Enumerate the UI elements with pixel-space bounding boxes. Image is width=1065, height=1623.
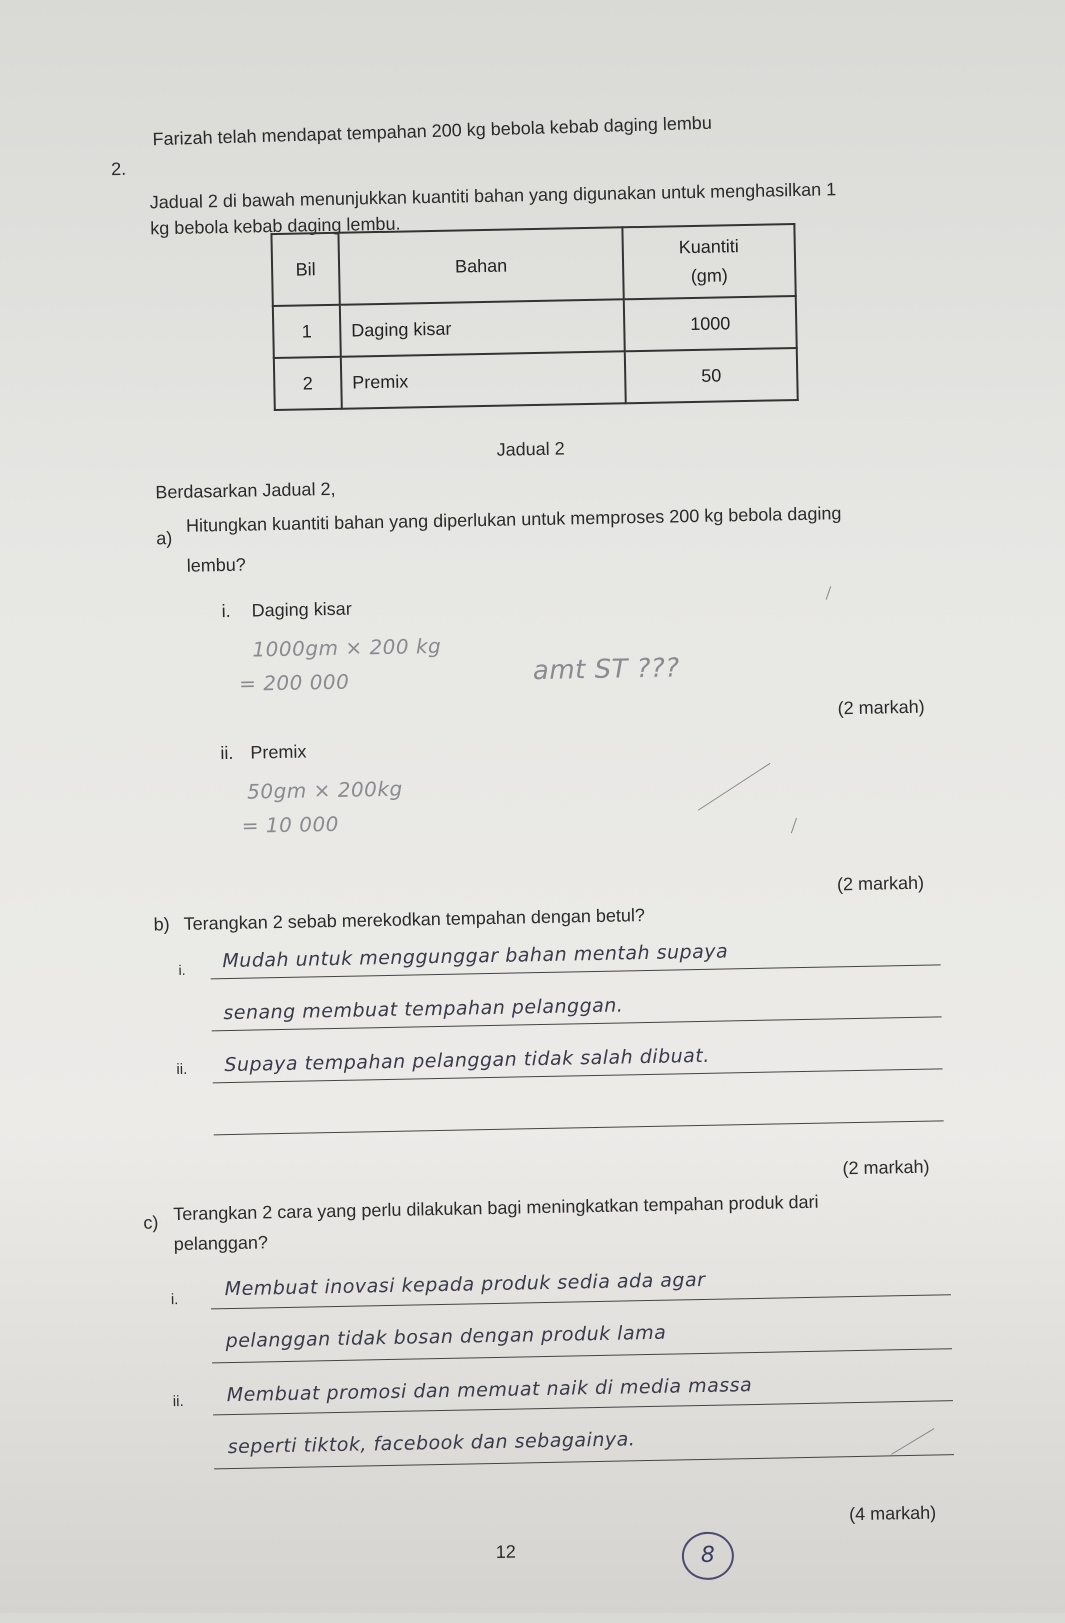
ingredients-table xyxy=(270,223,798,411)
answer-b-i-line1: Mudah untuk menggunggar bahan mentah supaya xyxy=(222,940,729,973)
header-bahan: Bahan xyxy=(338,227,623,304)
row2-bahan: Premix xyxy=(341,351,626,408)
answer-c-ii-line1: Membuat promosi dan memuat naik di media massa xyxy=(226,1374,753,1407)
part-c-question-line2: pelanggan? xyxy=(173,1232,269,1255)
answer-a-i-line2: = 200 000 xyxy=(238,669,350,696)
question-line-2: Jadual 2 di bawah menunjukkan kuantiti bahan yang digunakan untuk menghasilkan 1 xyxy=(149,179,837,213)
part-c-ii-label: ii. xyxy=(172,1392,184,1411)
answer-a-ii-line1: 50gm × 200kg xyxy=(246,776,403,804)
answer-line xyxy=(212,1348,952,1363)
answer-b-i-line2: senang membuat tempahan pelanggan. xyxy=(223,994,624,1025)
part-a-question-line2: lembu? xyxy=(186,554,247,576)
intro-text: Berdasarkan Jadual 2, xyxy=(155,478,336,503)
part-b-marks: (2 markah) xyxy=(842,1156,930,1179)
answer-a-ii-line2: = 10 000 xyxy=(241,811,340,838)
header-bil: Bil xyxy=(271,233,339,306)
tick-mark xyxy=(791,818,797,833)
part-a-label: a) xyxy=(156,528,173,549)
question-line-3: kg bebola kebab daging lembu. xyxy=(150,213,401,239)
part-a-i-text: Daging kisar xyxy=(251,598,352,621)
row2-bil: 2 xyxy=(274,357,342,410)
tick-mark xyxy=(698,763,771,811)
part-a-question-line1: Hitungkan kuantiti bahan yang diperlukan untuk memproses 200 kg bebola daging xyxy=(185,503,842,536)
tick-mark xyxy=(891,1428,934,1455)
row2-kuantiti: 50 xyxy=(625,348,798,403)
part-c-i-label: i. xyxy=(170,1291,179,1309)
teacher-note: amt ST ??? xyxy=(532,653,680,687)
answer-a-i-line1: 1000gm × 200 kg xyxy=(252,633,442,662)
part-a-ii-marks: (2 markah) xyxy=(836,872,925,895)
answer-c-i-line1: Membuat inovasi kepada produk sedia ada agar xyxy=(224,1268,706,1301)
page-number: 12 xyxy=(495,1541,517,1562)
row1-kuantiti: 1000 xyxy=(624,296,797,351)
answer-c-i-line2: pelanggan tidak bosan dengan produk lama xyxy=(225,1321,667,1353)
part-a-ii-label: ii. xyxy=(220,742,234,764)
answer-line xyxy=(214,1454,954,1469)
header-kuantiti xyxy=(622,224,795,299)
answer-c-ii-line2: seperti tiktok, facebook dan sebagainya. xyxy=(227,1428,636,1459)
row1-bahan: Daging kisar xyxy=(340,299,625,356)
table-row xyxy=(274,348,798,410)
part-c-label: c) xyxy=(143,1212,159,1233)
header-kuantiti-line2: (gm) xyxy=(690,265,729,287)
score-circle: 8 xyxy=(681,1531,734,1580)
part-c-marks: (4 markah) xyxy=(848,1502,937,1525)
part-b-label: b) xyxy=(153,914,170,935)
part-c-question-line1: Terangkan 2 cara yang perlu dilakukan bagi meningkatkan tempahan produk dari xyxy=(173,1191,819,1225)
question-number: 2. xyxy=(110,158,127,180)
table-header-row xyxy=(271,224,795,306)
tick-mark xyxy=(826,586,831,600)
part-a-ii-text: Premix xyxy=(250,741,307,763)
row1-bil: 1 xyxy=(273,305,341,358)
part-b-ii-label: ii. xyxy=(176,1060,188,1079)
question-line-1: Farizah telah mendapat tempahan 200 kg bebola kebab daging lembu xyxy=(152,112,713,150)
part-b-question: Terangkan 2 sebab merekodkan tempahan dengan betul? xyxy=(183,905,646,934)
part-a-i-label: i. xyxy=(221,600,231,622)
part-b-i-label: i. xyxy=(178,961,186,978)
table-caption: Jadual 2 xyxy=(496,438,565,460)
part-a-i-marks: (2 markah) xyxy=(837,696,925,719)
answer-line xyxy=(214,1120,944,1135)
header-kuantiti-line1: Kuantiti xyxy=(678,236,739,258)
answer-b-ii-line1: Supaya tempahan pelanggan tidak salah dibuat. xyxy=(224,1044,711,1077)
